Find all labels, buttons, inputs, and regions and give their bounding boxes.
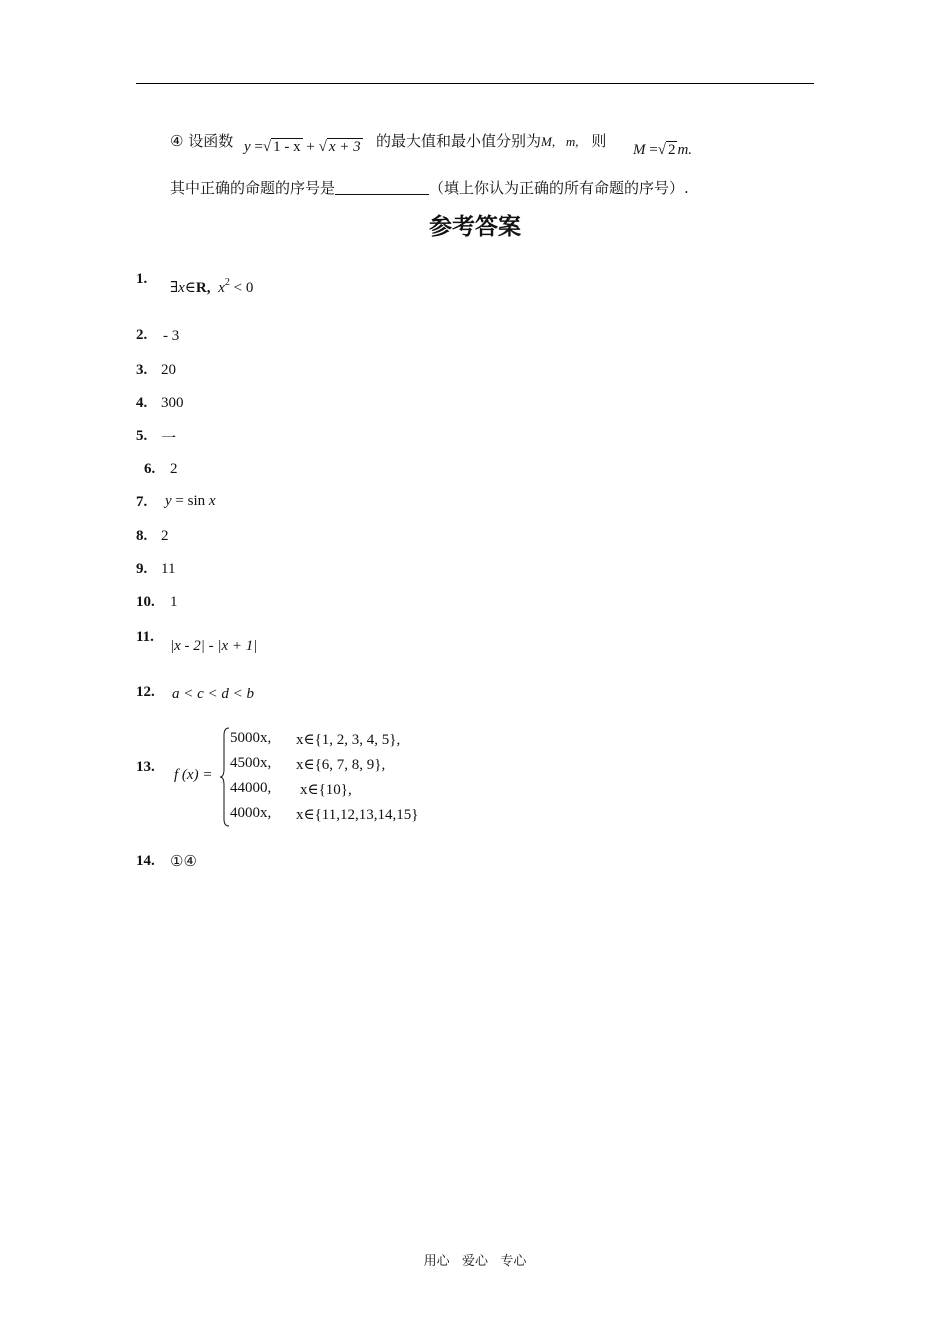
sqrt-2-radicand: x + 3 [328, 139, 361, 155]
answer-14-number: 14. [136, 853, 155, 869]
eq-plus: + [306, 139, 315, 155]
answer-4-number: 4. [136, 395, 148, 411]
answer-blank [335, 180, 429, 195]
a1-rest: < 0 [229, 280, 254, 296]
answer-8-value: 2 [161, 528, 169, 544]
answer-2-value: - 3 [163, 328, 180, 344]
var-m: m, [565, 134, 579, 149]
problem4-text-lead: 设函数 [188, 132, 234, 150]
answer-13-lhs: f (x) = [174, 767, 213, 783]
result-sqrt-radicand: 2 [667, 142, 676, 158]
answer-1-value [170, 278, 253, 297]
answer-11-value: |x - 2| - |x + 1| [170, 638, 258, 654]
a1-exists: ∃x∈ [170, 280, 196, 296]
problem4-text-mid: 的最大值和最小值分别为 [376, 132, 542, 150]
eq-y: y [244, 139, 251, 155]
problem4-mid [376, 130, 606, 151]
a7-lhs: y [165, 493, 172, 509]
result-eq: = [649, 142, 658, 158]
a1-x: x [218, 280, 225, 296]
case-1-cond: x∈{1, 2, 3, 4, 5}, [296, 732, 401, 748]
piecewise-brace [220, 727, 230, 827]
problem4-text-then: 则 [591, 132, 607, 150]
case-4-cond: x∈{11,12,13,14,15} [296, 807, 419, 823]
answer-10-number: 10. [136, 594, 155, 610]
answer-10-value: 1 [170, 594, 178, 610]
answer-9-number: 9. [136, 561, 148, 577]
answer-11-number: 11. [136, 629, 154, 645]
prompt-after: （填上你认为正确的所有命题的序号）. [429, 179, 689, 197]
var-M: M, [541, 134, 556, 149]
prompt-before: 其中正确的命题的序号是 [170, 179, 336, 197]
answers-title: 参考答案 [429, 214, 521, 240]
problem4-result [633, 141, 692, 159]
answer-6-value: 2 [170, 461, 178, 477]
answer-5-number: 5. [136, 428, 148, 444]
case-2-cond: x∈{6, 7, 8, 9}, [296, 757, 386, 773]
answer-2-number: 2. [136, 327, 148, 343]
answer-6-number: 6. [144, 461, 156, 477]
answer-12-number: 12. [136, 684, 155, 700]
a7-x: x [208, 493, 216, 509]
answer-3-value: 20 [161, 362, 176, 378]
answer-14-value: ①④ [170, 854, 197, 870]
answer-3-number: 3. [136, 362, 148, 378]
answer-4-value: 300 [161, 395, 184, 411]
problem4-marker: ④ [170, 132, 184, 150]
page-footer: 用心 爱心 专心 [423, 1254, 527, 1269]
answer-7-number: 7. [136, 494, 148, 510]
eq-equals: = [254, 139, 263, 155]
answer-12-value: a < c < d < b [172, 686, 255, 702]
answer-5-value: 一 [161, 429, 177, 447]
a1-sup: 2 [224, 277, 230, 288]
a7-rhs: = sin [171, 493, 209, 509]
sqrt-1-radicand: 1 - x [273, 139, 301, 155]
sqrt-2: √ x + 3 [318, 139, 361, 155]
sqrt-1: √ 1 - x [262, 139, 301, 155]
answer-9-value: 11 [161, 561, 176, 577]
problem4-lead [170, 130, 233, 151]
answer-1-number: 1. [136, 271, 148, 287]
problem4-function [244, 138, 363, 156]
result-sqrt: √ 2 [657, 142, 676, 158]
result-tail: m. [677, 142, 693, 158]
answer-7-value [165, 493, 216, 510]
a1-R: R, [195, 280, 211, 296]
result-lhs: M [633, 142, 646, 158]
answer-8-number: 8. [136, 528, 148, 544]
header-rule [136, 83, 814, 84]
case-1-expr: 5000x, [230, 730, 272, 746]
prompt-line [170, 177, 689, 198]
case-3-expr: 44000, [230, 780, 272, 796]
case-3-cond: x∈{10}, [300, 782, 352, 798]
answer-13-number: 13. [136, 759, 155, 775]
case-2-expr: 4500x, [230, 755, 272, 771]
case-4-expr: 4000x, [230, 805, 272, 821]
